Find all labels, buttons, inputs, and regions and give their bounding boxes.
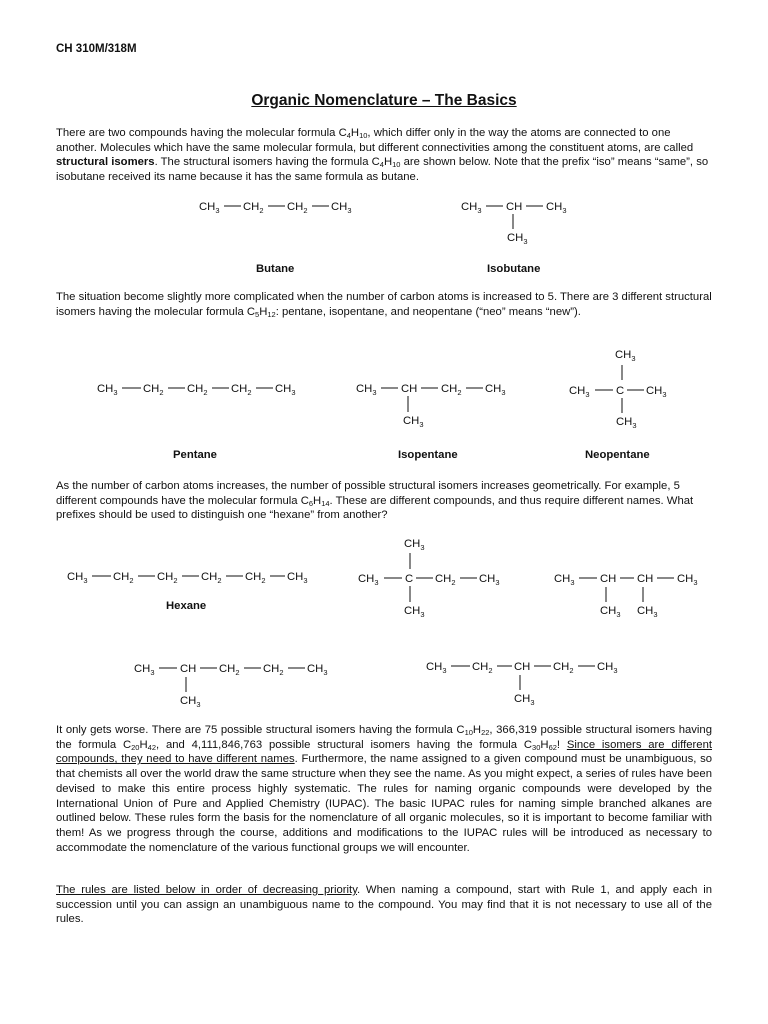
svg-text:C: C [616,385,625,397]
svg-text:CH2: $CH_2$ [441,383,462,397]
svg-text:CH3: $CH_3$ [546,201,567,215]
pentane-paragraph: The situation become slightly more complicated when the number of carbon atoms is increased to 5. There are 3 different structural isomers having the molecular formula $C_5H_{12}$: pentane, isopentane, and neopentane (“neo” means “new”). [56,291,712,319]
svg-text:CH3: $CH_3$ [287,571,308,585]
svg-text:CH3: $CH_3$ [356,383,377,397]
svg-text:CH2: $CH_2$ [245,571,266,585]
neopentane-structure [569,349,667,430]
svg-text:C: C [405,573,414,585]
label-isopentane: Isopentane [398,449,458,461]
svg-text:CH3: $CH_3$ [507,232,528,246]
svg-text:CH3: $CH_3$ [569,385,590,399]
svg-text:CH3: $CH_3$ [134,663,155,677]
svg-text:CH: CH [637,573,654,585]
intro-paragraph: There are two compounds having the molecular formula $C_4H_{10}$, which differ only in the way the atoms are connected to one another. Molecules which have the same molecular formula, but different connectivities among the constituent atoms, are called structural isomers. The structural isomers having the formula $C_4H_{10}$ are shown below. Note that the prefix “iso” means “same”, so isobutane received its name because it has the same formula as butane. [56,127,709,184]
page-title: Organic Nomenclature – The Basics [251,92,517,109]
svg-text:CH2: $CH_2$ [472,661,493,675]
underlined-statement: Since isomers are different compounds, they need to have different names [56,738,713,766]
svg-text:CH2: $CH_2$ [201,571,222,585]
svg-text:CH: CH [506,201,523,213]
svg-text:CH: CH [600,573,617,585]
svg-text:CH2: $CH_2$ [157,571,178,585]
svg-text:CH2: $CH_2$ [243,201,264,215]
iupac-paragraph: It only gets worse. There are 75 possible structural isomers having the formula $C_{10}H_{22}$, 366,319 possible structural isomers having the formula $C_{20}H_{42}$, and 4,111,846,763 possible structural isomers having the formula $C_{30}H_{62}$! Since isomers are different compounds, they need to have different names. Furthermore, the name assigned to a given compound must be unambiguous, so that chemists all over the world draw the same structure when they see the name. As you might expect, a series of rules have been devised to make this entire process highly systematic. The rules for naming organic compounds were developed by the International Union of Pure and Applied Chemistry (IUPAC). The basic IUPAC rules for naming simple branched alkanes are outlined below. These rules form the basis for the nomenclature of all organic molecules, so it is important to become familiar with them! As we progress through the course, additions and modifications to the IUPAC rules will be introduced as necessary to accommodate the nomenclature of the various functional groups we will encounter. [56,724,713,854]
svg-text:CH3: $CH_3$ [479,573,500,587]
svg-text:CH3: $CH_3$ [597,661,618,675]
svg-text:CH3: $CH_3$ [331,201,352,215]
svg-text:CH: CH [180,663,197,675]
svg-text:CH2: $CH_2$ [219,663,240,677]
svg-text:CH2: $CH_2$ [435,573,456,587]
svg-text:CH3: $CH_3$ [637,605,658,619]
isopentane-structure [356,383,506,429]
svg-text:CH2: $CH_2$ [143,383,164,397]
svg-text:CH3: $CH_3$ [426,661,447,675]
svg-text:CH: CH [514,661,531,673]
svg-text:CH2: $CH_2$ [113,571,134,585]
label-butane: Butane [256,263,295,275]
course-code: CH 310M/318M [56,43,137,55]
svg-text:CH3: $CH_3$ [514,693,535,707]
svg-text:CH3: $CH_3$ [646,385,667,399]
svg-text:CH: CH [401,383,418,395]
svg-text:CH3: $CH_3$ [180,695,201,709]
svg-text:CH3: $CH_3$ [677,573,698,587]
svg-text:CH2: $CH_2$ [287,201,308,215]
svg-text:CH3: $CH_3$ [403,415,424,429]
svg-text:CH3: $CH_3$ [554,573,575,587]
hexane-structure [67,571,308,585]
dimethylbutane-vicinal-structure [554,573,698,619]
pentane-structure [97,383,296,397]
rules-priority-statement: The rules are listed below in order of decreasing priority [56,884,358,896]
dimethylbutane-quaternary-structure [358,538,500,619]
methylpentane-3-structure [426,661,618,707]
svg-text:CH2: $CH_2$ [187,383,208,397]
svg-text:CH3: $CH_3$ [307,663,328,677]
label-hexane: Hexane [166,600,207,612]
svg-text:CH3: $CH_3$ [199,201,220,215]
svg-text:CH2: $CH_2$ [553,661,574,675]
svg-text:CH3: $CH_3$ [616,416,637,430]
svg-text:CH3: $CH_3$ [358,573,379,587]
methylpentane-2-structure [134,663,328,709]
label-isobutane: Isobutane [487,263,541,275]
svg-text:CH3: $CH_3$ [67,571,88,585]
svg-text:CH3: $CH_3$ [461,201,482,215]
svg-text:CH3: $CH_3$ [404,605,425,619]
svg-text:CH3: $CH_3$ [275,383,296,397]
svg-text:CH2: $CH_2$ [231,383,252,397]
svg-text:CH3: $CH_3$ [615,349,636,363]
butane-structure [199,201,352,215]
svg-text:CH3: $CH_3$ [404,538,425,552]
hexane-paragraph: As the number of carbon atoms increases, the number of possible structural isomers increases geometrically. For example, 5 different compounds have the molecular formula $C_6H_{14}$. These are different compounds, and thus require different names. What prefixes should be used to distinguish one “hexane” from another? [56,480,694,522]
svg-text:CH3: $CH_3$ [97,383,118,397]
isobutane-structure [461,201,567,246]
rules-paragraph: The rules are listed below in order of decreasing priority. When naming a compound, start with Rule 1, and apply each in succession until you can assign an unambiguous name to the compound. You may find that it is not necessary to use all of the rules. [56,884,712,926]
label-pentane: Pentane [173,449,217,461]
svg-text:CH2: $CH_2$ [263,663,284,677]
label-neopentane: Neopentane [585,449,650,461]
svg-text:CH3: $CH_3$ [600,605,621,619]
structural-isomers-term: structural isomers [56,156,155,169]
svg-text:CH3: $CH_3$ [485,383,506,397]
